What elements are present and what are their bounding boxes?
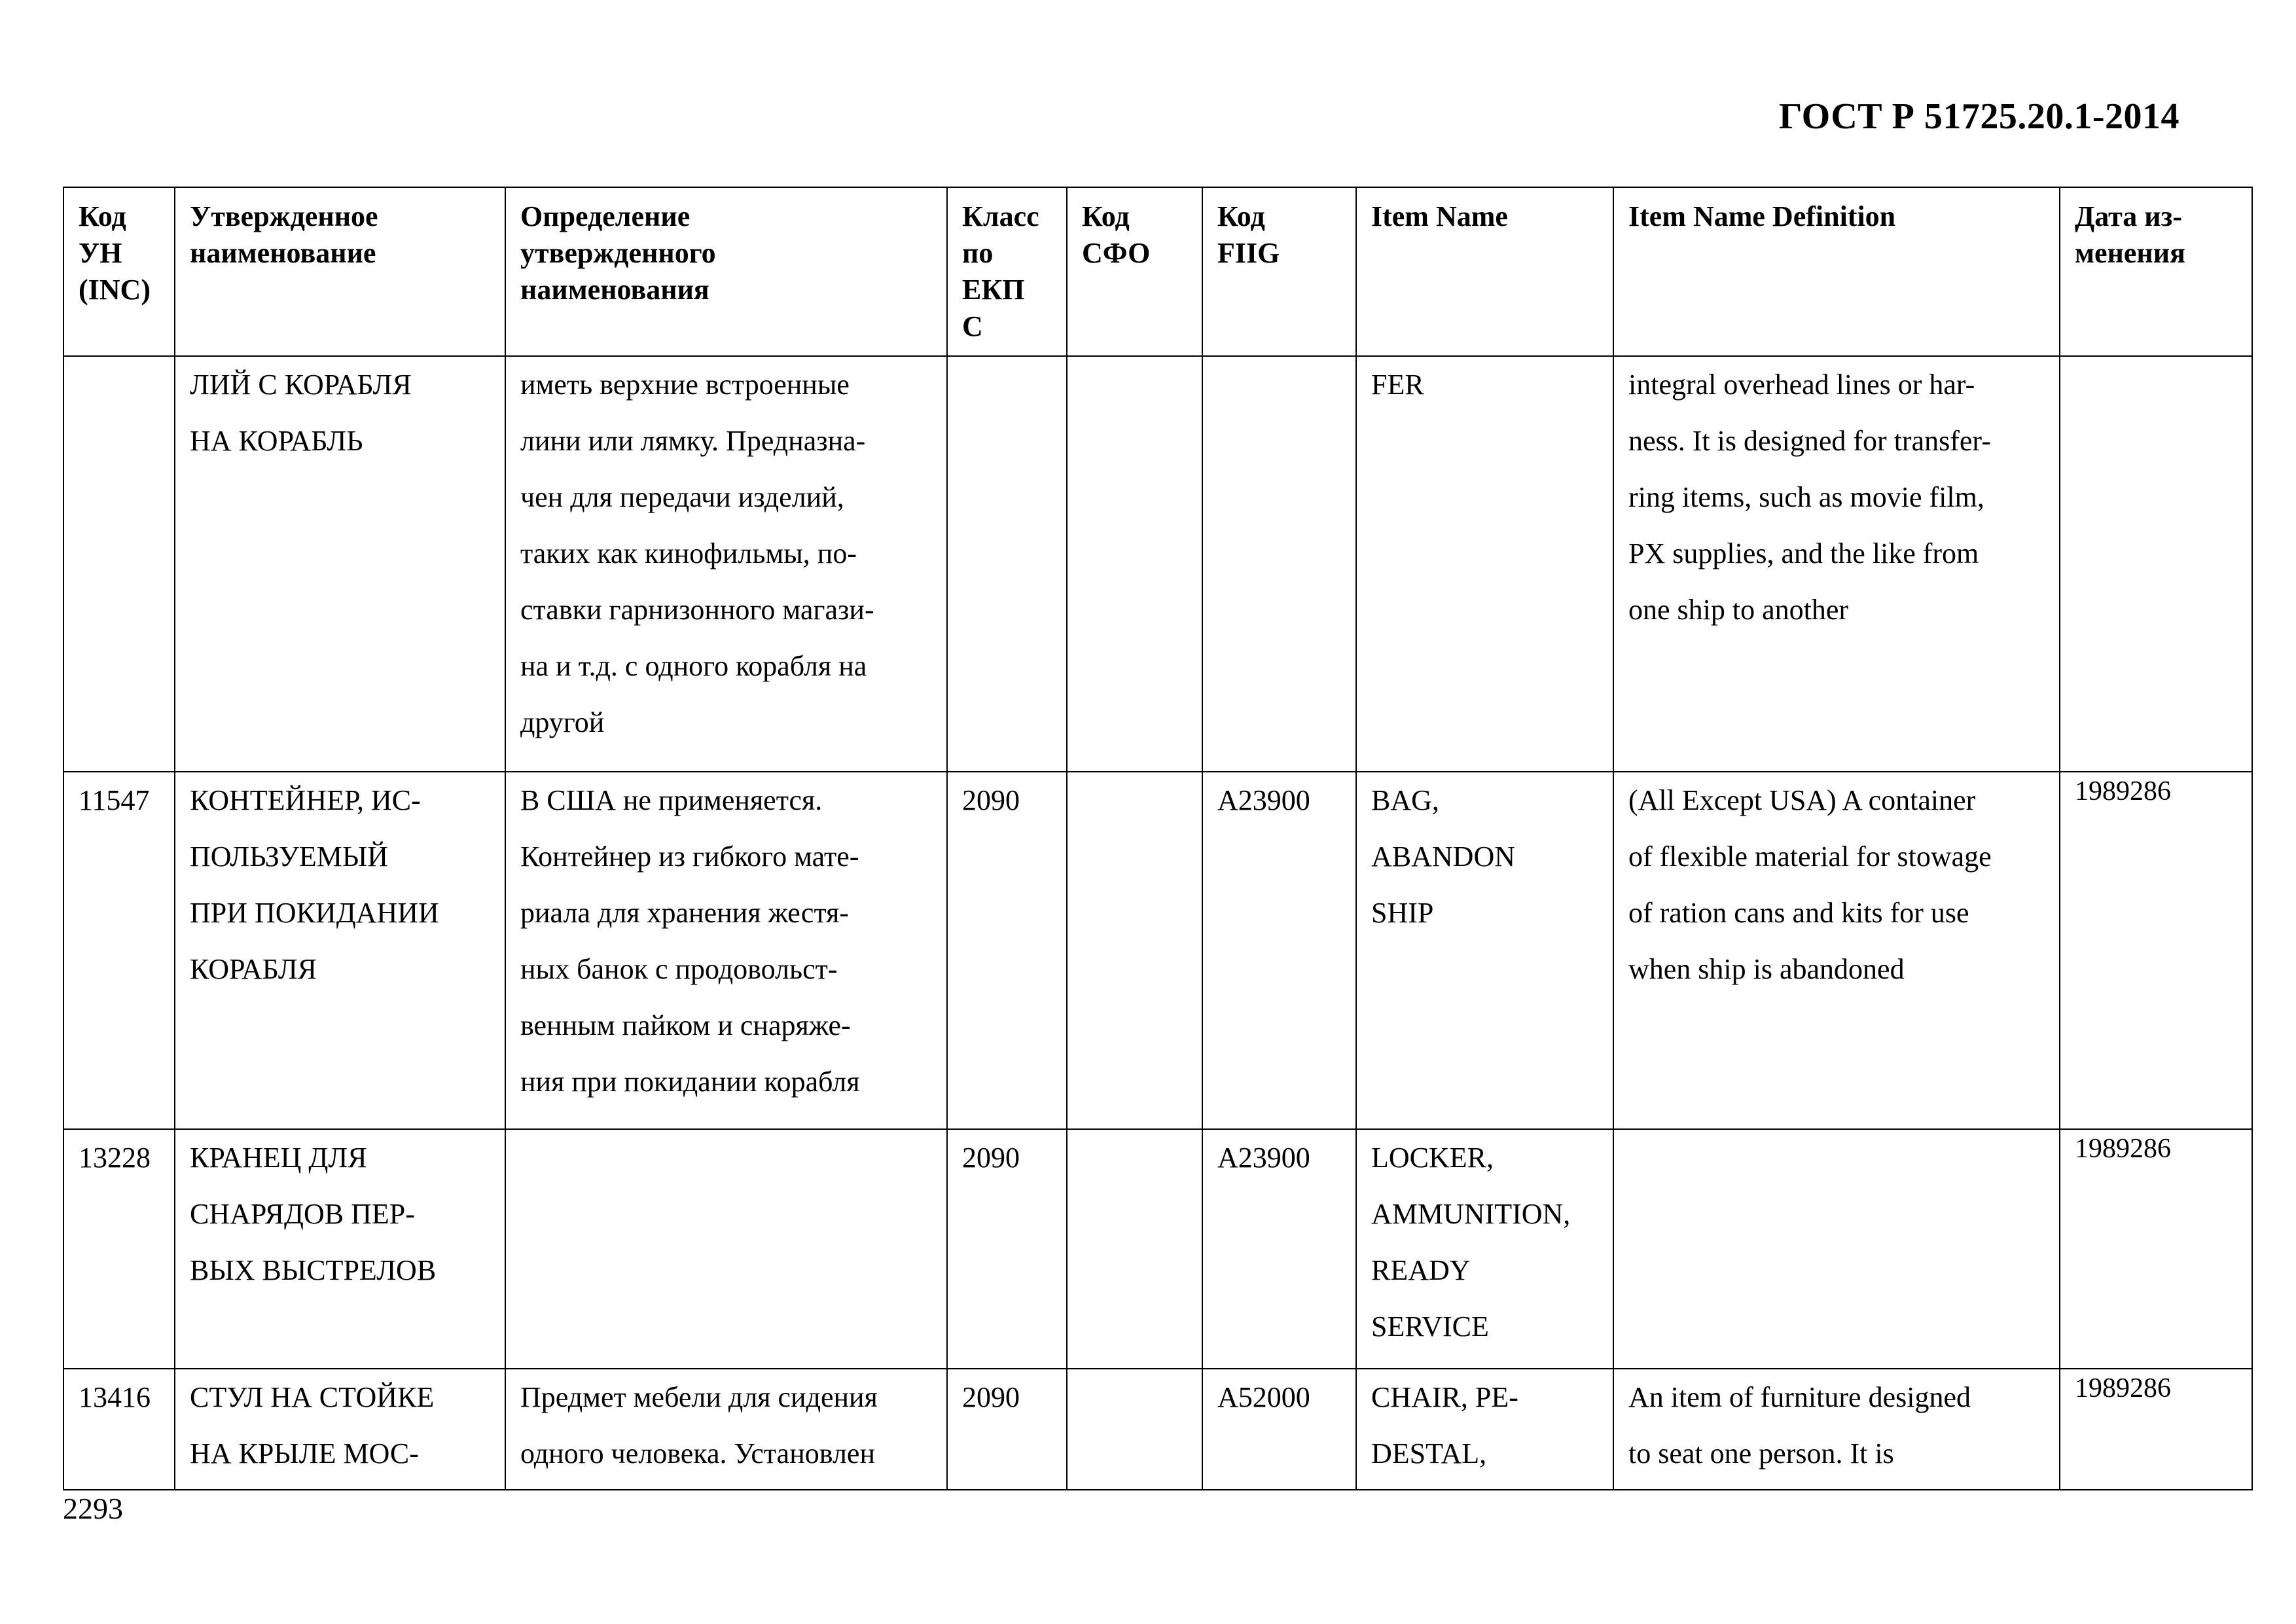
cell-fiig <box>1202 356 1356 772</box>
cell-change-date <box>2060 356 2252 772</box>
cell-item-name: LOCKER, AMMUNITION, READY SERVICE <box>1356 1129 1613 1369</box>
cell-item-name: FER <box>1356 356 1613 772</box>
cell-inc: 11547 <box>63 772 175 1129</box>
cell-fiig: A23900 <box>1202 1129 1356 1369</box>
header-change-date: Дата из- менения <box>2060 187 2252 356</box>
cell-sfo <box>1067 1369 1202 1490</box>
cell-name-definition <box>505 1129 947 1369</box>
table-row <box>63 772 2252 1129</box>
cell-name-definition: иметь верхние встроенные лини или лямку. Предназна- чен для передачи изделий, таких как кинофильмы, по- ставки гарнизонного магази- на и т.д. с одного корабля на другой <box>505 356 947 772</box>
cell-class: 2090 <box>947 772 1067 1129</box>
cell-item-name: CHAIR, PE- DESTAL, <box>1356 1369 1613 1490</box>
cell-change-date: 1989286 <box>2060 1129 2252 1369</box>
cell-approved-name: КРАНЕЦ ДЛЯ СНАРЯДОВ ПЕР- ВЫХ ВЫСТРЕЛОВ <box>175 1129 505 1369</box>
cell-fiig: A23900 <box>1202 772 1356 1129</box>
cell-item-name-definition: integral overhead lines or har- ness. It is designed for transfer- ring items, such as movie film, PX supplies, and the like from one ship to another <box>1613 356 2060 772</box>
header-approved-name: Утвержденное наименование <box>175 187 505 356</box>
cell-inc: 13416 <box>63 1369 175 1490</box>
header-fiig: Код FIIG <box>1202 187 1356 356</box>
page-number: 2293 <box>63 1492 123 1525</box>
cell-change-date: 1989286 <box>2060 772 2252 1129</box>
cell-item-name-definition: An item of furniture designed to seat one person. It is <box>1613 1369 2060 1490</box>
header-name-definition: Определение утвержденного наименования <box>505 187 947 356</box>
items-table <box>63 187 2253 1490</box>
header-sfo: Код СФО <box>1067 187 1202 356</box>
table-row <box>63 356 2252 772</box>
cell-inc: 13228 <box>63 1129 175 1369</box>
cell-item-name-definition <box>1613 1129 2060 1369</box>
table-row <box>63 1369 2252 1490</box>
cell-sfo <box>1067 1129 1202 1369</box>
cell-change-date: 1989286 <box>2060 1369 2252 1490</box>
header-item-name-definition: Item Name Definition <box>1613 187 2060 356</box>
header-class: Класс по ЕКП С <box>947 187 1067 356</box>
cell-name-definition: Предмет мебели для сидения одного человека. Установлен <box>505 1369 947 1490</box>
cell-approved-name: СТУЛ НА СТОЙКЕ НА КРЫЛЕ МОС- <box>175 1369 505 1490</box>
document-code: ГОСТ Р 51725.20.1-2014 <box>1778 96 2179 137</box>
cell-approved-name: ЛИЙ С КОРАБЛЯ НА КОРАБЛЬ <box>175 356 505 772</box>
cell-fiig: A52000 <box>1202 1369 1356 1490</box>
cell-item-name-definition: (All Except USA) A container of flexible material for stowage of ration cans and kits for use when ship is abandoned <box>1613 772 2060 1129</box>
cell-sfo <box>1067 772 1202 1129</box>
table-header-row <box>63 187 2252 356</box>
cell-sfo <box>1067 356 1202 772</box>
cell-name-definition: В США не применяется. Контейнер из гибкого мате- риала для хранения жестя- ных банок с продовольст- венным пайком и снаряже- ния при покидании корабля <box>505 772 947 1129</box>
cell-inc <box>63 356 175 772</box>
table-row <box>63 1129 2252 1369</box>
cell-class: 2090 <box>947 1129 1067 1369</box>
cell-class: 2090 <box>947 1369 1067 1490</box>
cell-class <box>947 356 1067 772</box>
header-inc: Код УН (INC) <box>63 187 175 356</box>
header-item-name: Item Name <box>1356 187 1613 356</box>
cell-approved-name: КОНТЕЙНЕР, ИС- ПОЛЬЗУЕМЫЙ ПРИ ПОКИДАНИИ КОРАБЛЯ <box>175 772 505 1129</box>
cell-item-name: BAG, ABANDON SHIP <box>1356 772 1613 1129</box>
